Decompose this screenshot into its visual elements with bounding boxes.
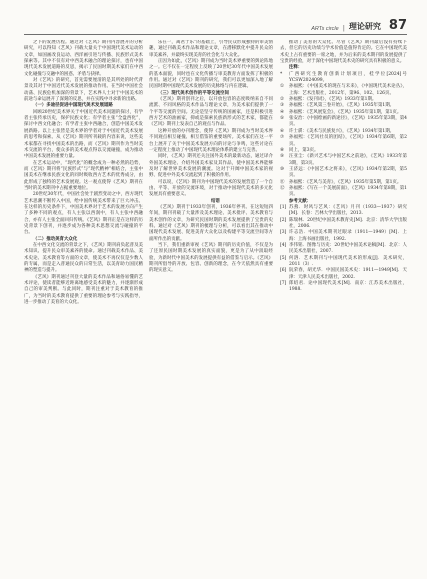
footnote-marker: ② [280, 97, 284, 103]
footnote-marker: ⑤ [280, 116, 284, 122]
reference-marker: [7] [280, 281, 287, 287]
reference-item [280, 256, 407, 269]
footnote-text: 孙福熙：《发刊词》，《艺风》1933年第1期。 [289, 97, 377, 103]
footnote-marker: ③ [280, 103, 284, 109]
footnote-marker: ⑩ [280, 166, 284, 172]
reference-marker: [3] [280, 230, 287, 236]
body-paragraph: 对《艺风》的研究，首先需要厘清的是其所处的时代背景及其对于中国近代美术发展的推动作用。在当时中国社会动荡、民族危机加深的背景下，艺术界人士对于中国美术的前途与命运展开了深刻的反思，并在实践中寻求新的出路。 [24, 78, 143, 103]
reference-item [280, 205, 407, 218]
page-number: 87 [388, 18, 407, 33]
body-paragraph: 在艺术运动中，“现代化”的概念成为一种必然的趋势，而《艺风》期刊将“民族形式”与“现代精神”相结合，主张中国美术在继承民族文化的同时吸收西方艺术的优秀成分，由此形成了独特的艺术发展观。这一观点使得《艺风》期刊在当时的美术期刊中占据重要地位。 [24, 160, 143, 191]
footnote-marker: ⑫ [280, 185, 285, 191]
footnote-text: 孙福熙：《中国美术的现在与未来》，《中国现代美术论丛》，上海：艺术出版社，2012年，第96、102、126页。 [289, 84, 407, 96]
body-paragraph: 在中西文化交流的背景之下，《艺风》期刊肩负起普及美术知识、提升民众审美素养的使命。通过刊载美术作品、美术史论、美术教育等方面的文章，使美术不再仅仅是少数人的专属，而是走入普通民众的日常生活，以美育助力国民精神的塑造与提升。 [24, 243, 143, 274]
footnote-text: 广西研究生教育创新计划项目，桂学位[2024]号YCSW2024099。 [289, 71, 407, 84]
text-column-left [24, 40, 143, 570]
reference-text: 阮荣春，胡光华．中国民国美术史：1911—1949[M]．天津：天津人民美术出版社，2002. [289, 268, 407, 280]
body-paragraph: 《艺风》期刊通过刊登大量的美术作品和通俗易懂的艺术评论，使读者能够近距离地感受美术的魅力，并逐渐形成自己的审美判断。与此同时，期刊注重对于美术教育的推广，为当时的美术教育提供了重要的理论参考与实践指导，进一步推动了美育的大众化。 [24, 274, 143, 306]
references-list [280, 205, 407, 294]
notes-heading: 注释： [288, 65, 303, 71]
body-paragraph: 《艺风》期刊创刊之后，以开放包容的态度吸纳来自不同流派、不同风格的美术作品与理论文章，为美术家们提供了一个平等交流的空间。无论是坚守传统的国画家，还是积极引进西方艺术的油画家，抑或是探索民族新形式的艺术家，都能在《艺风》期刊上发表自己的观点与作品。 [149, 97, 273, 128]
text-column-middle [149, 40, 273, 570]
reference-text: 陈瑞林．20世纪中国美术教育史[M]．北京：清华大学出版社，2006. [289, 217, 407, 229]
body-paragraph: 同时，《艺风》期刊还关注国外美术的最新动态，通过译介外国美术理论、介绍外国美术家及其作品，使中国美术界能够及时了解世界美术发展的潮流。这对于开阔中国美术家的视野、促进中外美术交流起到了积极的作用。 [149, 154, 273, 179]
reference-item [280, 281, 407, 294]
footnote-item [280, 116, 407, 129]
body-paragraph: 推动了美育的大众化。尽管《艺风》期刊最后没有持续下去，但它的历史功绩与学术价值是值得肯定的。它在中国现代美术史上占有重要的一席之地，并为后来的美术期刊的发展提供了宝贵的经验，对于深化中国现代美术史的研究具有积极的意义。 [280, 40, 407, 65]
body-paragraph: 这种开放的办刊理念，使得《艺风》期刊成为当时美术界不同观点相互碰撞、相互借鉴的重要场所。美术家们在这一平台上展开了关于中国美术发展方向的讨论与争鸣，这些讨论在一定程度上推动了中国现代美术理论体系的建立与完善。 [149, 128, 273, 153]
reference-marker: [1] [280, 204, 287, 210]
footnote-text: 孙福熙：《艺风与美育》，《艺风》1935年第5期，第1页。 [289, 179, 402, 185]
column-name: 理论研究 [348, 22, 381, 31]
footnote-marker: ⑪ [280, 179, 285, 185]
page-header [24, 12, 407, 35]
footnote-marker: * [280, 71, 283, 77]
footnote-text: 汪亚尘：《新兴艺术与中国艺术之前途》，《艺风》1933年第3期，第3页。 [289, 154, 407, 166]
body-paragraph: 乐在一，离君于乐”的基础上，引导民众形成独特的审美情趣，通过刊载美术作品和理论文章，在潜移默化中提升民众的审美素养，并最终实现美育的社会化与大众化。 [149, 40, 273, 58]
reference-text: 郎绍君．论中国现代美术[M]．南京：江苏美术出版社，1988. [289, 281, 407, 293]
footnote-marker: ⑧ [280, 147, 284, 153]
header-divider: | [342, 24, 345, 32]
footnote-item [280, 84, 407, 97]
references-heading: 参考文献： [288, 198, 312, 204]
body-paragraph: 正因为如此，《艺风》期刊成为当时美术界重要的舆论阵地之一。它不仅在一定程度上反映了20世纪30年代中国美术发展的基本面貌，同时也在文化传播与审美教育方面发挥了积极的作用。通过对《艺风》期刊的研究，我们可以更加深入地了解民国时期中国现代美术发展的历史脉络与内在逻辑。 [149, 59, 273, 90]
body-paragraph: 《艺风》期刊于1933年创刊，1936年停刊。在这短短四年间，期刊刊载了大量涉及美术理论、美术批评、美术教育与美术创作的文章，为研究民国时期的美术发展提供了宝贵的史料。通过对《艺风》期刊的梳理与分析，可以看出其在推动中国现代美术发展、促进美育大众化以及构建平等交流空间等方面所作出的贡献。 [149, 204, 273, 242]
footnote-text: 孙福熙：《艺风第三卷开始》，《艺风》1935年第1期。 [289, 103, 395, 109]
footnote-item [280, 186, 407, 199]
footnote-text: 孙福熙：《艺风展览会》，《艺风》1935年第1期，第1页。 [289, 109, 402, 115]
footnote-item [280, 167, 407, 180]
footnote-item [280, 72, 407, 85]
footnote-text: 张安治：《中国绘画的新途径》，《艺风》1935年第3期，第4页。 [289, 116, 407, 128]
reference-item [280, 230, 407, 243]
footnote-marker: ⑥ [280, 128, 284, 134]
footnote-marker: ① [280, 84, 284, 90]
footnote-item [280, 135, 407, 148]
body-paragraph: 回顾20世纪美术界关于中国近代美术问题的探讨，有学者主张传承历史，保护民族文化；有学者主张“全盘西化”，探讨中西文化融合；有学者主张中西融合，创造中国美术发展新路。以上主张皆是美术界的学者对于中国近代美术发展的思考和探索。从《艺风》期刊所刊载的内容来说，这些美术家都在寻找中国美术的出路，而《艺风》期刊作为当时美术交流的平台，使众多的美术观点得以交流碰撞，成为推动中国美术发展的重要力量。 [24, 109, 143, 160]
reference-marker: [2] [280, 217, 287, 223]
body-paragraph: 之下的发展历程。通过对《艺风》期刊内容展开的分析研究，可以得知《艺风》刊载大量关于中国现代美术运动的文章，如国画改良运动、西洋画引进与传播、民族形式美术探索等。其中不仅有对中西美术融合的理论探讨，也有中国现代美术发展道路的反思，揭示了民国时期美术家们在中西文化碰撞与交融中的困惑、矛盾与抉择。 [24, 40, 143, 77]
body-paragraph: 当下，我们重新审视《艺风》期刊的历史价值，不仅是为了还原民国时期美术发展的真实面貌，更是为了从中汲取经验，为新时代中国美术的发展提供有益的借鉴与启示。《艺风》期刊所倡导的开放、包容、创新的理念，在今天依然具有重要的现实意义。 [149, 243, 273, 274]
reference-item [280, 268, 407, 281]
reference-marker: [6] [280, 268, 287, 274]
text-column-right [280, 40, 407, 570]
footnote-marker: ⑦ [280, 135, 284, 141]
reference-text: 许志浩．中国美术期刊过眼录（1911—1949）[M]．上海：上海书画出版社，1992. [289, 230, 407, 242]
reference-item [280, 218, 407, 231]
footnote-text: 王济远：《中国艺术之将来》，《艺风》1934年第2期，第5页。 [289, 166, 407, 179]
footnote-marker: ④ [280, 109, 284, 115]
conclusion-heading: 结语 [211, 198, 220, 204]
reference-text: 何溶．艺术期刊与中国现代美术的形成[J]．美术研究，2011（3）. [289, 255, 407, 268]
body-paragraph: 20世纪30年代，中国社会处于剧烈变动之中，西方现代艺术思潮不断传入中国，给中国传统美术带来了巨大冲击。在这样的历史条件下，中国美术界对于艺术的发展方向产生了多种不同的观点，有人主张以西润中，有人主张中西融合，亦有人主张全面回归传统。《艺风》期刊正是在这样的历史背景下创刊，并逐步成为各种美术思想交流与碰撞的平台。 [24, 192, 143, 236]
section-heading: （二）推动美育大众化 [32, 236, 78, 242]
magazine-name: ARTs circle [311, 26, 339, 32]
reference-marker: [4] [280, 243, 287, 248]
section-heading: （一）多途径促进中国现代美术发展道路 [32, 103, 113, 109]
reference-marker: [5] [280, 255, 287, 261]
footnote-text: 许士骐：《美术与民族复兴》，《艺风》1934年第1期。 [289, 128, 395, 134]
footnote-text: 孙福熙：《写在一个美展前面》，《艺风》1934年第8期，第1页。 [289, 185, 407, 198]
running-head [311, 20, 407, 34]
footnote-text: 同上，第3页。 [289, 147, 319, 153]
footnote-item [280, 154, 407, 167]
reference-text: 苏燕．时风与艺风：《艺风》月刊（1933—1937）研究[M]．长春：吉林大学出版社，2013. [289, 204, 407, 217]
body-paragraph: 可以说，《艺风》期刊为中国现代美术的发展营造了一个自由、平等、开放的交流环境，对于推动中国现代美术的多元化发展具有重要意义。 [149, 179, 273, 198]
footnote-text: 孙福熙：《艺风社员的团结》，《艺风》1934年第6期，第2页。 [289, 135, 407, 147]
section-heading: （三）现代美术创作的平等交流空间 [157, 90, 229, 96]
footnotes-list [280, 72, 407, 199]
footnote-marker: ⑨ [280, 154, 284, 160]
reference-item [280, 243, 407, 256]
reference-text: 李伟铭．图像与历史：20世纪中国美术论稿[M]．北京：人民美术出版社，2007. [289, 243, 407, 255]
